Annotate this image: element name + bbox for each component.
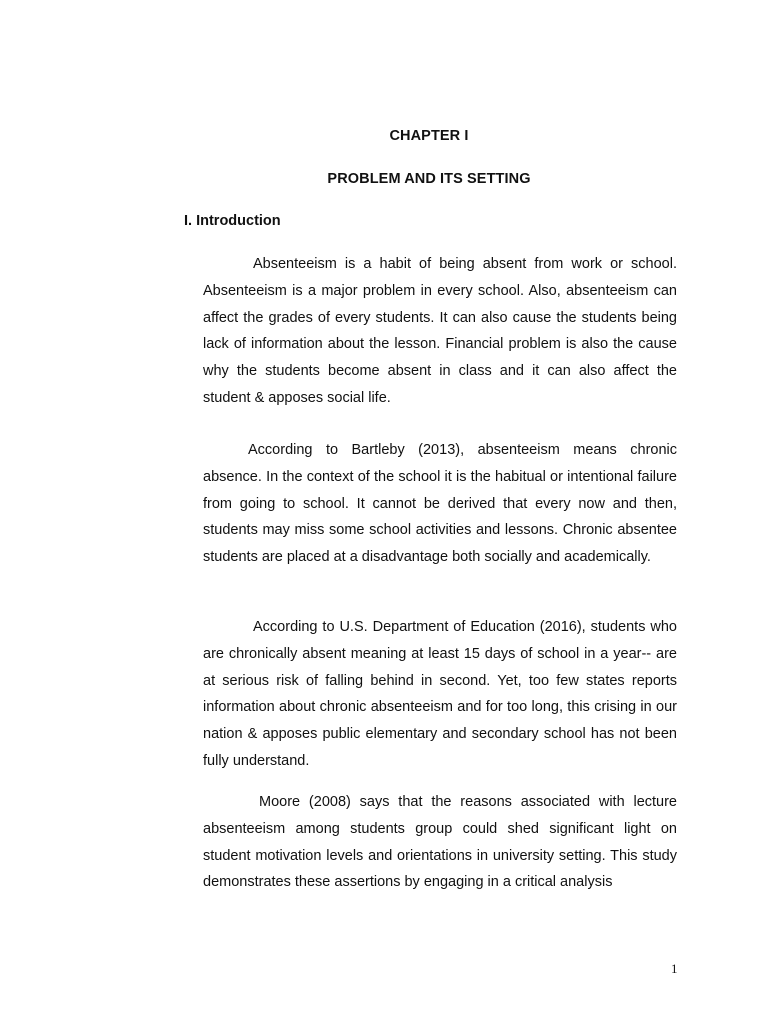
paragraph: According to Bartleby (2013), absenteeism means chronic absence. In the context of the school it is the habitual or intentional failure from going to school. It cannot be derived that every now and then, students may miss some school activities and lessons. Chronic absentee students are placed at a disadvantage both socially and academically. xyxy=(203,442,677,566)
paragraph: Moore (2008) says that the reasons associated with lecture absenteeism among students group could shed significant light on student motivation levels and orientations in university setting. This study demonstrates these assertions by engaging in a critical analysis xyxy=(203,794,677,891)
chapter-title: CHAPTER I xyxy=(389,128,469,144)
page-number: 1 xyxy=(671,961,678,976)
paragraph: According to U.S. Department of Education (2016), students who are chronically absent meaning at least 15 days of school in a year-- are at serious risk of falling behind in second. Yet, too few states reports information about chronic absenteeism and for too long, this crising in our nation & apposes public elementary and secondary school has not been fully understand. xyxy=(203,619,677,769)
chapter-subtitle: PROBLEM AND ITS SETTING xyxy=(327,171,531,187)
paragraph: Absenteeism is a habit of being absent from work or school. Absenteeism is a major problem in every school. Also, absenteeism can affect the grades of every students. It can also cause the students being lack of information about the lesson. Financial problem is also the cause why the students become absent in class and it can also affect the student & apposes social life. xyxy=(203,256,677,406)
section-heading: I. Introduction xyxy=(184,213,281,229)
